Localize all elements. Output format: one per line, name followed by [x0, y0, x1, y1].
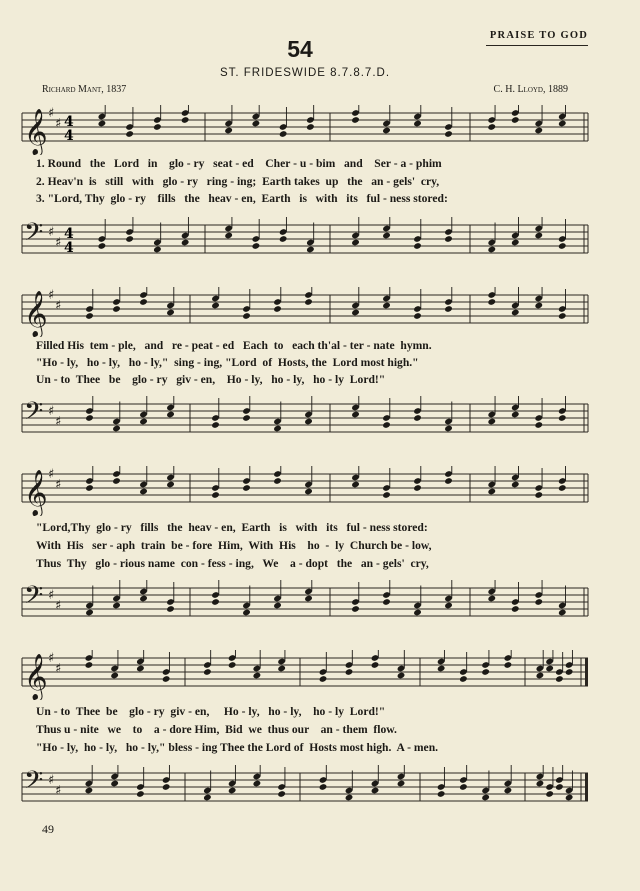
svg-text:♯: ♯	[55, 116, 62, 132]
svg-text:𝄞: 𝄞	[24, 654, 48, 700]
svg-text:♯: ♯	[55, 414, 62, 430]
svg-text:𝄢: 𝄢	[24, 397, 44, 432]
svg-text:𝄢: 𝄢	[24, 218, 44, 253]
lyric-line: Filled His tem - ple, and re - peat - ed Each to each th'al - ter - nate hymn.	[36, 339, 432, 352]
treble-staff-system-1	[0, 105, 640, 155]
composer-credit: C. H. Lloyd, 1889	[493, 84, 568, 95]
treble-staff-system-3	[0, 466, 640, 516]
svg-text:♯: ♯	[48, 106, 55, 121]
treble-staff-system-4	[0, 650, 640, 700]
treble-staff-system-2	[0, 287, 640, 337]
bass-staff-system-2	[0, 396, 640, 446]
svg-text:4: 4	[64, 226, 74, 242]
lyric-line: "Ho - ly, ho - ly, ho - ly," sing - ing, "Lord of Hosts, the Lord most high."	[36, 356, 419, 369]
lyric-line: 1. Round the Lord in glo - ry seat - ed Cher - u - bim and Ser - a - phim	[36, 157, 442, 170]
author-credit: Richard Mant, 1837	[42, 84, 127, 95]
lyric-line: Un - to Thee be glo - ry giv - en, Ho - ly, ho - ly, ho - ly Lord!"	[36, 373, 386, 386]
svg-text:♯: ♯	[48, 404, 55, 419]
bass-staff-system-1	[0, 217, 640, 267]
svg-text:♯: ♯	[48, 651, 55, 666]
svg-text:♯: ♯	[55, 477, 62, 493]
lyric-line: 2. Heav'n is still with glo - ry ring - ing; Earth takes up the an - gels' cry,	[36, 175, 440, 188]
svg-text:♯: ♯	[48, 225, 55, 240]
svg-text:♯: ♯	[48, 288, 55, 303]
svg-text:♯: ♯	[55, 298, 62, 314]
svg-text:𝄞: 𝄞	[24, 291, 48, 337]
hymn-number: 54	[287, 36, 313, 62]
svg-text:𝄢: 𝄢	[24, 581, 44, 616]
tune-name: ST. FRIDESWIDE 8.7.8.7.D.	[219, 67, 391, 79]
svg-text:♯: ♯	[55, 661, 62, 677]
page-number: 49	[42, 822, 54, 836]
svg-text:♯: ♯	[55, 235, 62, 251]
lyric-line: 3. "Lord, Thy glo - ry fills the heav - en, Earth is with its ful - ness stored:	[36, 192, 448, 205]
lyric-line: With His ser - aph train be - fore Him, With His ho - ly Church be - low,	[36, 539, 432, 552]
lyric-line: Thus u - nite we to a - dore Him, Bid we thus our an - them flow.	[36, 723, 397, 736]
lyric-line: "Lord,Thy glo - ry fills the heav - en, Earth is with its ful - ness stored:	[36, 521, 428, 534]
svg-text:𝄞: 𝄞	[24, 109, 48, 155]
bass-staff-system-4	[0, 765, 640, 815]
svg-text:♯: ♯	[48, 467, 55, 482]
lyric-line: "Ho - ly, ho - ly, ho - ly," bless - ing Thee the Lord of Hosts most high. A - men.	[36, 741, 439, 754]
section-title: PRAISE TO GOD	[489, 30, 588, 41]
lyric-line: Un - to Thee be glo - ry giv - en, Ho - ly, ho - ly, ho - ly Lord!"	[36, 705, 386, 718]
lyric-line: Thus Thy glo - rious name con - fess - ing, We a - dopt the an - gels' cry,	[36, 557, 429, 570]
bass-staff-system-3	[0, 580, 640, 630]
svg-text:4: 4	[64, 114, 74, 130]
svg-text:𝄞: 𝄞	[24, 470, 48, 516]
svg-text:𝄢: 𝄢	[24, 766, 44, 801]
svg-text:♯: ♯	[55, 598, 62, 614]
svg-text:♯: ♯	[55, 783, 62, 799]
svg-text:4: 4	[64, 128, 74, 144]
svg-text:4: 4	[64, 240, 74, 256]
svg-text:♯: ♯	[48, 773, 55, 788]
svg-text:♯: ♯	[48, 588, 55, 603]
